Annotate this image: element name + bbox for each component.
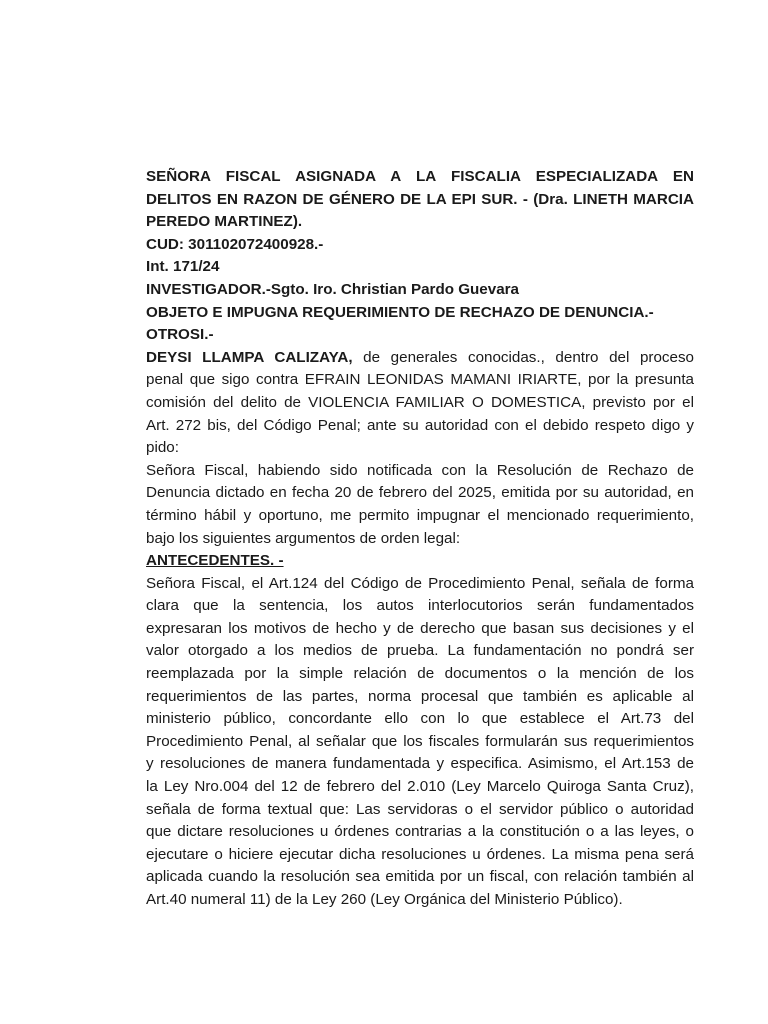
intro-line: penal que sigo contra EFRAIN LEONIDAS MAMANI IRIARTE, por la presunta <box>146 371 694 389</box>
complainant-name: DEYSI LLAMPA CALIZAYA, <box>146 348 353 366</box>
notification-paragraph <box>146 460 694 550</box>
investigator: INVESTIGADOR.-Sgto. Iro. Christian Pardo Guevara <box>146 280 519 298</box>
antecedentes-line: valor otorgado a los medios de prueba. La fundamentación no pondrá ser <box>146 642 694 660</box>
antecedentes-line: que dictare resoluciones u órdenes contrarias a la constitución o a las leyes, o <box>146 823 694 841</box>
antecedentes-line: ministerio público, concordante ello con lo que establece el Art.73 del <box>146 710 694 728</box>
intro-line: Art. 272 bis, del Código Penal; ante su autoridad con el debido respeto digo y <box>146 416 694 434</box>
antecedentes-line: y resoluciones de manera fundamentada y especifica. Asimismo, el Art.153 de <box>146 755 694 773</box>
notification-line: Señora Fiscal, habiendo sido notificada con la Resolución de Rechazo de <box>146 461 694 479</box>
antecedentes-line: Señora Fiscal, el Art.124 del Código de Procedimiento Penal, señala de forma <box>146 574 694 592</box>
internal-number: Int. 171/24 <box>146 258 220 276</box>
antecedentes-line: Procedimiento Penal, al señalar que los fiscales formularán sus requerimientos <box>146 732 694 750</box>
document-page <box>146 166 694 912</box>
antecedentes-line: clara que la sentencia, los autos interlocutorios serán fundamentados <box>146 597 694 615</box>
notification-line: bajo los siguientes argumentos de orden legal: <box>146 529 461 547</box>
notification-line: Denuncia dictado en fecha 20 de febrero del 2025, emitida por su autoridad, en <box>146 484 694 502</box>
antecedentes-line: ejecutare o hiciere ejecutar dicha resoluciones u órdenes. La misma pena será <box>146 845 694 863</box>
antecedentes-line: señala de forma textual que: Las servidoras o el servidor público o autoridad <box>146 800 694 818</box>
antecedentes-line: requerimientos de las partes, norma procesal que también es aplicable al <box>146 687 694 705</box>
addressee <box>146 166 694 234</box>
antecedentes-line: aplicada cuando la resolución sea emitida por un fiscal, con relación también al <box>146 868 694 886</box>
object-line: OBJETO E IMPUGNA REQUERIMIENTO DE RECHAZO DE DENUNCIA.- <box>146 303 654 321</box>
antecedentes-line: la Ley Nro.004 del 12 de febrero del 2.010 (Ley Marcelo Quiroga Santa Cruz), <box>146 778 694 796</box>
antecedentes-line: reemplazada por la simple relación de documentos o la mención de los <box>146 665 694 683</box>
intro-line: comisión del delito de VIOLENCIA FAMILIAR O DOMESTICA, previsto por el <box>146 393 694 411</box>
addressee-line: DELITOS EN RAZON DE GÉNERO DE LA EPI SUR. - (Dra. LINETH MARCIA <box>146 190 694 208</box>
cud-number: CUD: 301102072400928.- <box>146 235 324 253</box>
addressee-line: SEÑORA FISCAL ASIGNADA A LA FISCALIA ESPECIALIZADA EN <box>146 168 694 185</box>
intro-line: pido: <box>146 439 179 457</box>
notification-line: término hábil y oportuno, me permito impugnar el mencionado requerimiento, <box>146 506 694 524</box>
antecedentes-paragraph <box>146 573 694 912</box>
section-heading-antecedentes: ANTECEDENTES. - <box>146 552 284 570</box>
addressee-line: PEREDO MARTINEZ). <box>146 213 303 231</box>
intro-paragraph <box>146 347 694 460</box>
antecedentes-line: Art.40 numeral 11) de la Ley 260 (Ley Orgánica del Ministerio Público). <box>146 891 623 908</box>
intro-line: DEYSI LLAMPA CALIZAYA, de generales conocidas., dentro del proceso <box>146 348 694 366</box>
antecedentes-line: expresaran los motivos de hecho y de derecho que basan sus decisiones y el <box>146 619 694 637</box>
otrosi-line: OTROSI.- <box>146 326 214 344</box>
